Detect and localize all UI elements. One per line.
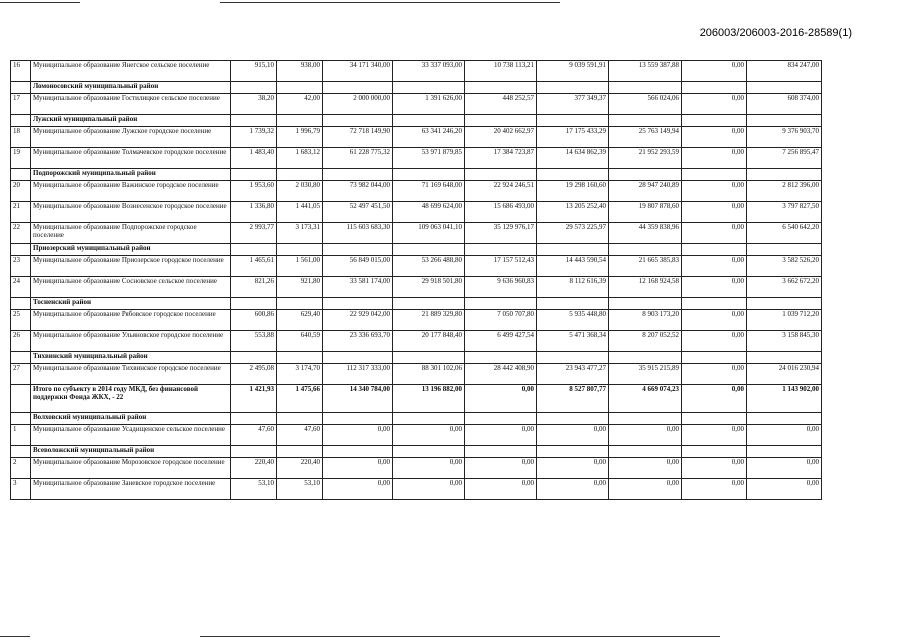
value-cell: 821,26 — [231, 277, 277, 298]
value-cell: 53,10 — [231, 479, 277, 500]
value-cell: 0,00 — [609, 425, 682, 446]
value-cell: 1 475,66 — [277, 385, 323, 413]
value-cell: 25 763 149,94 — [609, 127, 682, 148]
value-cell — [747, 244, 822, 256]
table-row — [11, 127, 822, 148]
value-cell: 112 317 333,00 — [323, 364, 393, 385]
value-cell — [537, 413, 609, 425]
value-cell: 1 441,05 — [277, 202, 323, 223]
document-id: 206003/206003-2016-28589(1) — [699, 27, 852, 39]
value-cell: 8 903 173,20 — [609, 310, 682, 331]
value-cell: 22 929 042,00 — [323, 310, 393, 331]
municipality-name-cell: Муниципальное образование Рябовское городское поселение — [31, 310, 231, 331]
value-cell: 0,00 — [323, 425, 393, 446]
value-cell: 3 662 672,20 — [747, 277, 822, 298]
value-cell — [609, 115, 682, 127]
value-cell: 9 636 960,83 — [465, 277, 537, 298]
municipality-name-cell: Муниципальное образование Ульяновское городское поселение — [31, 331, 231, 352]
value-cell — [537, 352, 609, 364]
value-cell: 2 993,77 — [231, 223, 277, 244]
district-row — [11, 298, 822, 310]
value-cell: 0,00 — [682, 94, 747, 115]
value-cell: 3 582 526,20 — [747, 256, 822, 277]
row-number-cell — [11, 82, 31, 94]
municipality-name-cell: Муниципальное образование Толмачевское городское поселение — [31, 148, 231, 169]
value-cell — [393, 82, 465, 94]
municipality-name-cell: Муниципальное образование Заневское городское поселение — [31, 479, 231, 500]
value-cell: 629,40 — [277, 310, 323, 331]
value-cell: 53 266 488,80 — [393, 256, 465, 277]
municipality-name-cell: Муниципальное образование Тихвинское городское поселение — [31, 364, 231, 385]
value-cell — [465, 244, 537, 256]
value-cell: 5 471 368,34 — [537, 331, 609, 352]
value-cell: 23 943 477,27 — [537, 364, 609, 385]
row-number-cell — [11, 413, 31, 425]
value-cell — [393, 244, 465, 256]
table-row — [11, 61, 822, 82]
value-cell: 47,60 — [231, 425, 277, 446]
value-cell — [747, 413, 822, 425]
value-cell: 73 982 044,00 — [323, 181, 393, 202]
municipality-name-cell: Муниципальное образование Приозерское городское поселение — [31, 256, 231, 277]
value-cell: 6 499 427,54 — [465, 331, 537, 352]
value-cell — [277, 413, 323, 425]
value-cell — [277, 244, 323, 256]
value-cell — [609, 413, 682, 425]
value-cell — [609, 82, 682, 94]
value-cell — [323, 244, 393, 256]
value-cell: 14 340 784,00 — [323, 385, 393, 413]
value-cell: 2 495,08 — [231, 364, 277, 385]
value-cell: 2 000 000,00 — [323, 94, 393, 115]
value-cell: 0,00 — [465, 425, 537, 446]
value-cell: 56 849 015,00 — [323, 256, 393, 277]
value-cell: 0,00 — [682, 61, 747, 82]
table-row — [11, 425, 822, 446]
row-number-cell: 3 — [11, 479, 31, 500]
table-row — [11, 331, 822, 352]
value-cell — [393, 413, 465, 425]
value-cell: 1 683,12 — [277, 148, 323, 169]
value-cell: 10 738 113,21 — [465, 61, 537, 82]
value-cell: 1 391 626,00 — [393, 94, 465, 115]
value-cell: 3 173,31 — [277, 223, 323, 244]
value-cell — [747, 446, 822, 458]
value-cell: 640,59 — [277, 331, 323, 352]
row-number-cell — [11, 244, 31, 256]
value-cell — [393, 352, 465, 364]
value-cell — [393, 169, 465, 181]
municipality-name-cell: Муниципальное образование Подпорожское городское поселение — [31, 223, 231, 244]
value-cell — [747, 169, 822, 181]
municipality-name-cell: Муниципальное образование Вознесенское городское поселение — [31, 202, 231, 223]
value-cell: 4 669 074,23 — [609, 385, 682, 413]
district-name-cell: Всеволожский муниципальный район — [31, 446, 231, 458]
value-cell: 0,00 — [682, 364, 747, 385]
total-row — [11, 385, 822, 413]
value-cell: 20 402 662,97 — [465, 127, 537, 148]
value-cell: 0,00 — [682, 479, 747, 500]
value-cell — [231, 413, 277, 425]
value-cell — [323, 413, 393, 425]
value-cell — [277, 298, 323, 310]
value-cell: 0,00 — [682, 181, 747, 202]
value-cell: 24 016 230,94 — [747, 364, 822, 385]
value-cell: 7 050 707,80 — [465, 310, 537, 331]
value-cell: 14 443 590,54 — [537, 256, 609, 277]
value-cell — [323, 169, 393, 181]
value-cell — [609, 244, 682, 256]
value-cell — [682, 169, 747, 181]
value-cell: 21 952 293,59 — [609, 148, 682, 169]
row-number-cell — [11, 352, 31, 364]
value-cell: 0,00 — [609, 458, 682, 479]
table-row — [11, 479, 822, 500]
value-cell — [747, 115, 822, 127]
value-cell: 53 971 879,85 — [393, 148, 465, 169]
value-cell — [747, 82, 822, 94]
value-cell — [393, 446, 465, 458]
row-number-cell — [11, 169, 31, 181]
value-cell — [537, 82, 609, 94]
value-cell: 608 374,00 — [747, 94, 822, 115]
table-row — [11, 223, 822, 244]
value-cell: 115 603 683,30 — [323, 223, 393, 244]
value-cell: 42,00 — [277, 94, 323, 115]
value-cell: 33 337 093,00 — [393, 61, 465, 82]
value-cell: 566 024,06 — [609, 94, 682, 115]
value-cell — [682, 352, 747, 364]
value-cell — [277, 82, 323, 94]
value-cell: 21 665 385,83 — [609, 256, 682, 277]
value-cell: 5 935 448,80 — [537, 310, 609, 331]
row-number-cell: 20 — [11, 181, 31, 202]
bottom-rule-left — [0, 636, 30, 637]
value-cell — [682, 115, 747, 127]
value-cell — [609, 352, 682, 364]
value-cell — [465, 169, 537, 181]
district-row — [11, 115, 822, 127]
value-cell: 0,00 — [609, 479, 682, 500]
value-cell: 0,00 — [393, 479, 465, 500]
value-cell: 22 924 246,51 — [465, 181, 537, 202]
value-cell: 72 718 149,90 — [323, 127, 393, 148]
value-cell — [231, 446, 277, 458]
value-cell: 13 205 252,40 — [537, 202, 609, 223]
value-cell — [393, 115, 465, 127]
district-row — [11, 352, 822, 364]
value-cell: 8 207 052,52 — [609, 331, 682, 352]
district-row — [11, 169, 822, 181]
table-row — [11, 202, 822, 223]
value-cell: 17 157 512,43 — [465, 256, 537, 277]
row-number-cell: 25 — [11, 310, 31, 331]
value-cell — [231, 115, 277, 127]
value-cell: 9 039 591,91 — [537, 61, 609, 82]
value-cell: 38,20 — [231, 94, 277, 115]
value-cell: 17 384 723,87 — [465, 148, 537, 169]
municipality-name-cell: Муниципальное образование Гостилицкое сельское поселение — [31, 94, 231, 115]
value-cell — [231, 298, 277, 310]
value-cell: 33 581 174,00 — [323, 277, 393, 298]
row-number-cell: 21 — [11, 202, 31, 223]
row-number-cell: 22 — [11, 223, 31, 244]
value-cell: 0,00 — [682, 127, 747, 148]
value-cell: 1 739,32 — [231, 127, 277, 148]
value-cell: 1 421,93 — [231, 385, 277, 413]
value-cell — [465, 446, 537, 458]
value-cell: 1 483,40 — [231, 148, 277, 169]
municipality-name-cell: Муниципальное образование Лужское городское поселение — [31, 127, 231, 148]
value-cell: 2 812 396,00 — [747, 181, 822, 202]
value-cell: 553,88 — [231, 331, 277, 352]
row-number-cell: 16 — [11, 61, 31, 82]
top-rule-left — [0, 2, 80, 3]
top-rule-right — [220, 2, 560, 3]
district-name-cell: Лужский муниципальный район — [31, 115, 231, 127]
value-cell: 13 559 387,88 — [609, 61, 682, 82]
row-number-cell: 26 — [11, 331, 31, 352]
value-cell — [682, 413, 747, 425]
value-cell: 47,60 — [277, 425, 323, 446]
value-cell: 834 247,00 — [747, 61, 822, 82]
district-row — [11, 446, 822, 458]
value-cell — [747, 298, 822, 310]
district-name-cell: Приозерский муниципальный район — [31, 244, 231, 256]
row-number-cell: 23 — [11, 256, 31, 277]
value-cell: 0,00 — [747, 425, 822, 446]
value-cell: 1 996,79 — [277, 127, 323, 148]
table-row — [11, 458, 822, 479]
value-cell — [465, 298, 537, 310]
value-cell: 1 039 712,20 — [747, 310, 822, 331]
total-label-cell: Итого по субъекту в 2014 году МКД, без финансовой поддержки Фонда ЖКХ, - 22 — [31, 385, 231, 413]
value-cell — [465, 352, 537, 364]
value-cell: 0,00 — [393, 425, 465, 446]
value-cell: 35 915 215,89 — [609, 364, 682, 385]
value-cell — [537, 115, 609, 127]
value-cell — [323, 82, 393, 94]
value-cell — [682, 298, 747, 310]
value-cell: 3 174,70 — [277, 364, 323, 385]
value-cell — [609, 446, 682, 458]
value-cell: 12 168 924,58 — [609, 277, 682, 298]
value-cell — [231, 352, 277, 364]
value-cell — [537, 298, 609, 310]
row-number-cell: 24 — [11, 277, 31, 298]
table-row — [11, 94, 822, 115]
value-cell: 0,00 — [537, 458, 609, 479]
district-row — [11, 244, 822, 256]
row-number-cell — [11, 298, 31, 310]
row-number-cell: 18 — [11, 127, 31, 148]
value-cell: 21 889 329,80 — [393, 310, 465, 331]
value-cell: 8 527 807,77 — [537, 385, 609, 413]
value-cell: 6 540 642,20 — [747, 223, 822, 244]
value-cell: 0,00 — [682, 310, 747, 331]
value-cell — [537, 169, 609, 181]
table-row — [11, 277, 822, 298]
value-cell: 0,00 — [537, 479, 609, 500]
value-cell: 61 228 775,32 — [323, 148, 393, 169]
value-cell: 0,00 — [682, 202, 747, 223]
value-cell: 0,00 — [682, 256, 747, 277]
value-cell: 109 063 041,10 — [393, 223, 465, 244]
value-cell — [277, 115, 323, 127]
value-cell — [465, 115, 537, 127]
value-cell: 220,40 — [231, 458, 277, 479]
value-cell: 0,00 — [393, 458, 465, 479]
value-cell — [323, 352, 393, 364]
value-cell — [231, 244, 277, 256]
municipality-name-cell: Муниципальное образование Важинское городское поселение — [31, 181, 231, 202]
value-cell: 915,10 — [231, 61, 277, 82]
value-cell — [682, 244, 747, 256]
bottom-rule-mid — [200, 636, 720, 637]
row-number-cell: 17 — [11, 94, 31, 115]
value-cell: 19 807 878,60 — [609, 202, 682, 223]
value-cell: 377 349,37 — [537, 94, 609, 115]
value-cell: 0,00 — [682, 331, 747, 352]
value-cell: 0,00 — [747, 479, 822, 500]
value-cell — [682, 446, 747, 458]
value-cell — [747, 352, 822, 364]
value-cell: 220,40 — [277, 458, 323, 479]
district-name-cell: Тосненский район — [31, 298, 231, 310]
row-number-cell — [11, 446, 31, 458]
district-name-cell: Ломоносовский муниципальный район — [31, 82, 231, 94]
value-cell: 23 336 693,70 — [323, 331, 393, 352]
value-cell: 71 169 648,00 — [393, 181, 465, 202]
value-cell: 0,00 — [682, 385, 747, 413]
value-cell: 921,80 — [277, 277, 323, 298]
value-cell: 938,00 — [277, 61, 323, 82]
value-cell: 29 573 225,97 — [537, 223, 609, 244]
value-cell: 14 634 862,39 — [537, 148, 609, 169]
value-cell — [682, 82, 747, 94]
value-cell: 1 336,80 — [231, 202, 277, 223]
value-cell — [609, 169, 682, 181]
value-cell: 0,00 — [323, 479, 393, 500]
value-cell: 44 359 838,96 — [609, 223, 682, 244]
municipality-name-cell: Муниципальное образование Сосновское сельское поселение — [31, 277, 231, 298]
row-number-cell: 2 — [11, 458, 31, 479]
district-name-cell: Волховский муниципальный район — [31, 413, 231, 425]
value-cell — [323, 115, 393, 127]
value-cell: 15 686 493,00 — [465, 202, 537, 223]
district-row — [11, 82, 822, 94]
value-cell: 1 465,61 — [231, 256, 277, 277]
district-row — [11, 413, 822, 425]
table-row — [11, 310, 822, 331]
value-cell: 19 298 160,60 — [537, 181, 609, 202]
row-number-cell: 19 — [11, 148, 31, 169]
value-cell: 3 797 827,50 — [747, 202, 822, 223]
value-cell — [537, 446, 609, 458]
value-cell: 28 947 240,89 — [609, 181, 682, 202]
row-number-cell: 1 — [11, 425, 31, 446]
value-cell — [231, 169, 277, 181]
value-cell: 52 497 451,50 — [323, 202, 393, 223]
value-cell: 34 171 340,00 — [323, 61, 393, 82]
value-cell — [231, 82, 277, 94]
value-cell: 29 918 501,80 — [393, 277, 465, 298]
value-cell: 0,00 — [682, 223, 747, 244]
value-cell — [537, 244, 609, 256]
table-row — [11, 181, 822, 202]
value-cell: 35 129 976,17 — [465, 223, 537, 244]
value-cell — [465, 413, 537, 425]
value-cell — [609, 298, 682, 310]
value-cell: 0,00 — [682, 425, 747, 446]
value-cell: 63 341 246,20 — [393, 127, 465, 148]
value-cell: 48 699 624,00 — [393, 202, 465, 223]
value-cell: 53,10 — [277, 479, 323, 500]
value-cell: 1 143 902,00 — [747, 385, 822, 413]
value-cell: 0,00 — [537, 425, 609, 446]
municipality-name-cell: Муниципальное образование Морозовское городское поселение — [31, 458, 231, 479]
table-row — [11, 256, 822, 277]
value-cell: 9 376 903,70 — [747, 127, 822, 148]
table-row — [11, 148, 822, 169]
value-cell: 17 175 433,29 — [537, 127, 609, 148]
value-cell — [277, 446, 323, 458]
value-cell: 0,00 — [682, 277, 747, 298]
row-number-cell — [11, 115, 31, 127]
value-cell — [277, 352, 323, 364]
row-number-cell: 27 — [11, 364, 31, 385]
value-cell: 7 256 895,47 — [747, 148, 822, 169]
value-cell: 0,00 — [323, 458, 393, 479]
value-cell — [277, 169, 323, 181]
value-cell: 0,00 — [465, 385, 537, 413]
table-row — [11, 364, 822, 385]
value-cell — [465, 82, 537, 94]
value-cell: 13 196 882,00 — [393, 385, 465, 413]
data-table — [10, 60, 822, 500]
value-cell: 1 953,60 — [231, 181, 277, 202]
district-name-cell: Тихвинский муниципальный район — [31, 352, 231, 364]
value-cell — [393, 298, 465, 310]
value-cell: 600,86 — [231, 310, 277, 331]
value-cell: 88 301 102,06 — [393, 364, 465, 385]
value-cell: 0,00 — [682, 458, 747, 479]
value-cell: 28 442 408,90 — [465, 364, 537, 385]
row-number-cell — [11, 385, 31, 413]
value-cell: 448 252,57 — [465, 94, 537, 115]
value-cell: 20 177 848,40 — [393, 331, 465, 352]
value-cell: 0,00 — [465, 458, 537, 479]
municipality-name-cell: Муниципальное образование Янегское сельское поселение — [31, 61, 231, 82]
district-name-cell: Подпорожский муниципальный район — [31, 169, 231, 181]
value-cell — [323, 446, 393, 458]
value-cell — [323, 298, 393, 310]
value-cell: 0,00 — [682, 148, 747, 169]
value-cell: 8 112 616,39 — [537, 277, 609, 298]
value-cell: 1 561,00 — [277, 256, 323, 277]
value-cell: 2 030,80 — [277, 181, 323, 202]
value-cell: 3 158 845,30 — [747, 331, 822, 352]
value-cell: 0,00 — [465, 479, 537, 500]
municipality-name-cell: Муниципальное образование Усадищенское сельское поселение — [31, 425, 231, 446]
value-cell: 0,00 — [747, 458, 822, 479]
